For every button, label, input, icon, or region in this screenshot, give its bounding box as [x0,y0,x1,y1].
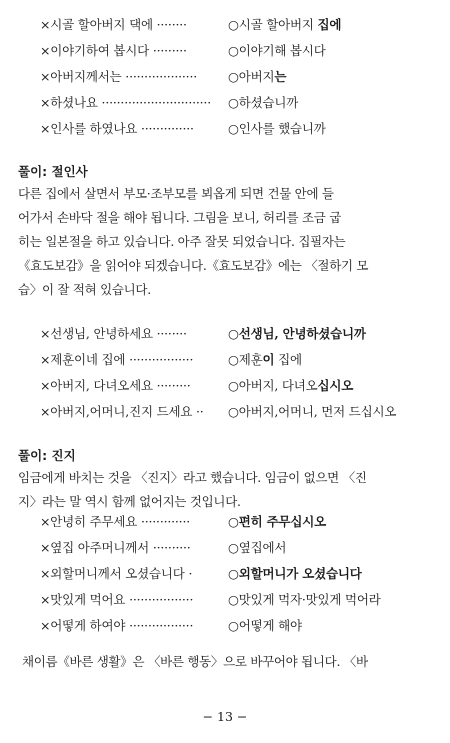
correct-expression [228,92,298,114]
correct-expression [228,537,286,559]
correct-text: ○옆집에서 [228,540,287,555]
emphasis-text: 집에 [317,17,342,32]
correct-expression [228,66,286,88]
correct-expression [228,615,302,637]
correct-text: ○맛있게 먹자·맛있게 먹어라 [228,592,381,607]
correct-expression [228,14,341,36]
explanation-paragraph [18,466,436,514]
wrong-expression: ×이야기하여 봅시다 ········· [40,43,187,58]
correct-text: ○인사를 했습니까 [228,121,326,136]
section-heading: 풀이: 진지 [18,448,76,463]
wrong-expression: ×선생님, 안녕하세요 ········ [40,326,187,341]
paragraph-line: 히는 일본절을 하고 있습니다. 아주 잘못 되었습니다. 집필자는 [18,234,346,249]
correct-text: ○시골 할아버지 [228,17,318,32]
correct-expression [228,323,366,345]
correct-text: ○ [228,566,239,581]
paragraph-line: 습〉이 잘 적혀 있습니다. [18,282,151,297]
correct-text-tail: 집에 [274,352,302,367]
correct-expression [228,349,302,371]
emphasis-text: 이 [262,352,275,367]
wrong-expression: ×시골 할아버지 댁에 ········ [40,17,187,32]
correct-expression [228,563,362,585]
emphasis-text: 편히 주무십시오 [238,514,326,529]
page-number: − 13 − [202,709,248,724]
correct-text: ○아버지, 다녀오 [228,378,318,393]
paragraph-line: 《효도보감》을 읽어야 되겠습니다.《효도보감》에는 〈절하기 모 [18,258,369,273]
correct-text: ○어떻게 해야 [228,618,302,633]
wrong-expression: ×외할머니께서 오셨습니다 · [40,566,193,581]
wrong-expression: ×안녕히 주무세요 ············· [40,514,190,529]
correct-expression [228,401,396,423]
paragraph-line: 지〉라는 말 역시 함께 없어지는 것입니다. [18,494,241,509]
correct-text: ○하셨습니까 [228,95,299,110]
correct-text: ○이야기해 봅시다 [228,43,326,58]
wrong-expression: ×아버지, 다녀오세요 ········· [40,378,191,393]
correct-expression [228,375,353,397]
emphasis-text: 는 [274,69,287,84]
emphasis-text: 십시오 [317,378,354,393]
wrong-expression: ×아버지,어머니,진지 드세요 ·· [40,404,204,419]
explanation-paragraph [22,650,436,674]
correct-text: ○아버지,어머니, 먼저 드십시오 [228,404,397,419]
correct-expression [228,118,326,140]
correct-text: ○아버지 [228,69,275,84]
emphasis-text: 외할머니가 오셨습니다 [238,566,362,581]
paragraph-line: 임금에게 바치는 것을 〈진지〉라고 했습니다. 임금이 없으면 〈진 [18,470,367,485]
wrong-expression: ×맛있게 먹어요 ················· [40,592,194,607]
wrong-expression: ×아버지께서는 ··················· [40,69,197,84]
paragraph-line: 다른 집에서 살면서 부모·조부모를 뵈옵게 되면 건물 안에 들 [18,186,334,201]
correct-expression [228,589,381,611]
wrong-expression: ×옆집 아주머니께서 ·········· [40,540,191,555]
correct-expression [228,40,326,62]
correct-text: ○ [228,514,239,529]
paragraph-line: 채이름《바른 생활》은 〈바른 행동〉으로 바꾸어야 됩니다. 〈바 [22,654,368,669]
wrong-expression: ×제훈이네 집에 ················· [40,352,194,367]
correct-expression [228,511,326,533]
correct-text: ○제훈 [228,352,263,367]
wrong-expression: ×하셨나요 ····························· [40,95,211,110]
correct-text: ○ [228,326,239,341]
section-heading: 풀이: 절인사 [18,164,88,179]
explanation-paragraph [18,182,436,302]
paragraph-line: 어가서 손바닥 절을 해야 됩니다. 그림을 보니, 허리를 조금 굽 [18,210,342,225]
emphasis-text: 선생님, 안녕하셨습니까 [238,326,366,341]
wrong-expression: ×어떻게 하여야 ················· [40,618,194,633]
wrong-expression: ×인사를 하였나요 ·············· [40,121,194,136]
